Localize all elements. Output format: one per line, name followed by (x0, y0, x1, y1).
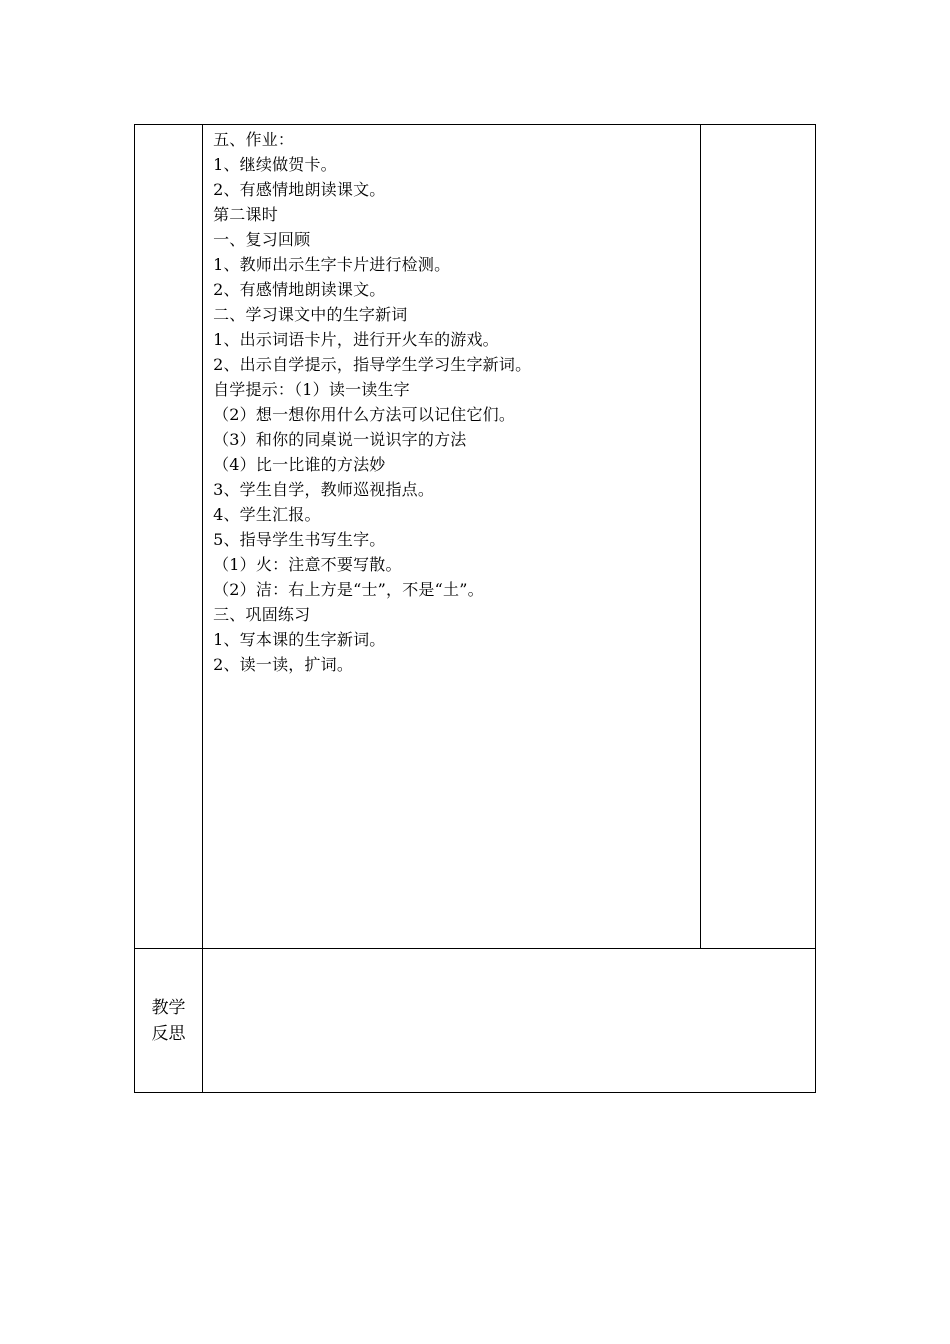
reflection-label-line1: 教学 (151, 997, 186, 1018)
lesson-line: 第二课时 (213, 205, 278, 224)
reflection-label (149, 995, 189, 1047)
reflection-row (135, 949, 816, 1093)
reflection-content-cell (203, 949, 816, 1093)
lesson-content-cell (203, 125, 701, 949)
lesson-line: 2、有感情地朗读课文。 (213, 280, 386, 299)
lesson-line: （3）和你的同桌说一说识字的方法 (213, 430, 467, 449)
lesson-line: 1、继续做贺卡。 (213, 155, 337, 174)
left-empty-cell (135, 125, 203, 949)
lesson-text-block (213, 127, 700, 677)
lesson-line: 自学提示：（1）读一读生字 (213, 380, 410, 399)
lesson-content-row (135, 125, 816, 949)
lesson-line: （1）火：注意不要写散。 (213, 555, 402, 574)
lesson-line: 1、教师出示生字卡片进行检测。 (213, 255, 451, 274)
lesson-line: 五、作业： (213, 130, 295, 149)
reflection-label-cell (135, 949, 203, 1093)
lesson-line: 5、指导学生书写生字。 (213, 530, 386, 549)
lesson-line: 一、复习回顾 (213, 230, 311, 249)
lesson-line: （4）比一比谁的方法妙 (213, 455, 386, 474)
lesson-line: 4、学生汇报。 (213, 505, 321, 524)
lesson-line: 3、学生自学，教师巡视指点。 (213, 480, 435, 499)
lesson-line: 2、出示自学提示，指导学生学习生字新词。 (213, 355, 532, 374)
reflection-label-line2: 反思 (151, 1023, 186, 1044)
lesson-plan-table (134, 124, 816, 1093)
lesson-line: 1、写本课的生字新词。 (213, 630, 386, 649)
lesson-line: 2、有感情地朗读课文。 (213, 180, 386, 199)
lesson-line: 二、学习课文中的生字新词 (213, 305, 408, 324)
lesson-line: 1、出示词语卡片，进行开火车的游戏。 (213, 330, 499, 349)
lesson-line: 2、读一读，扩词。 (213, 655, 354, 674)
lesson-line: 三、巩固练习 (213, 605, 311, 624)
right-empty-cell (700, 125, 815, 949)
lesson-line: （2）想一想你用什么方法可以记住它们。 (213, 405, 516, 424)
lesson-line: （2）洁：右上方是“士”，不是“土”。 (213, 580, 484, 599)
